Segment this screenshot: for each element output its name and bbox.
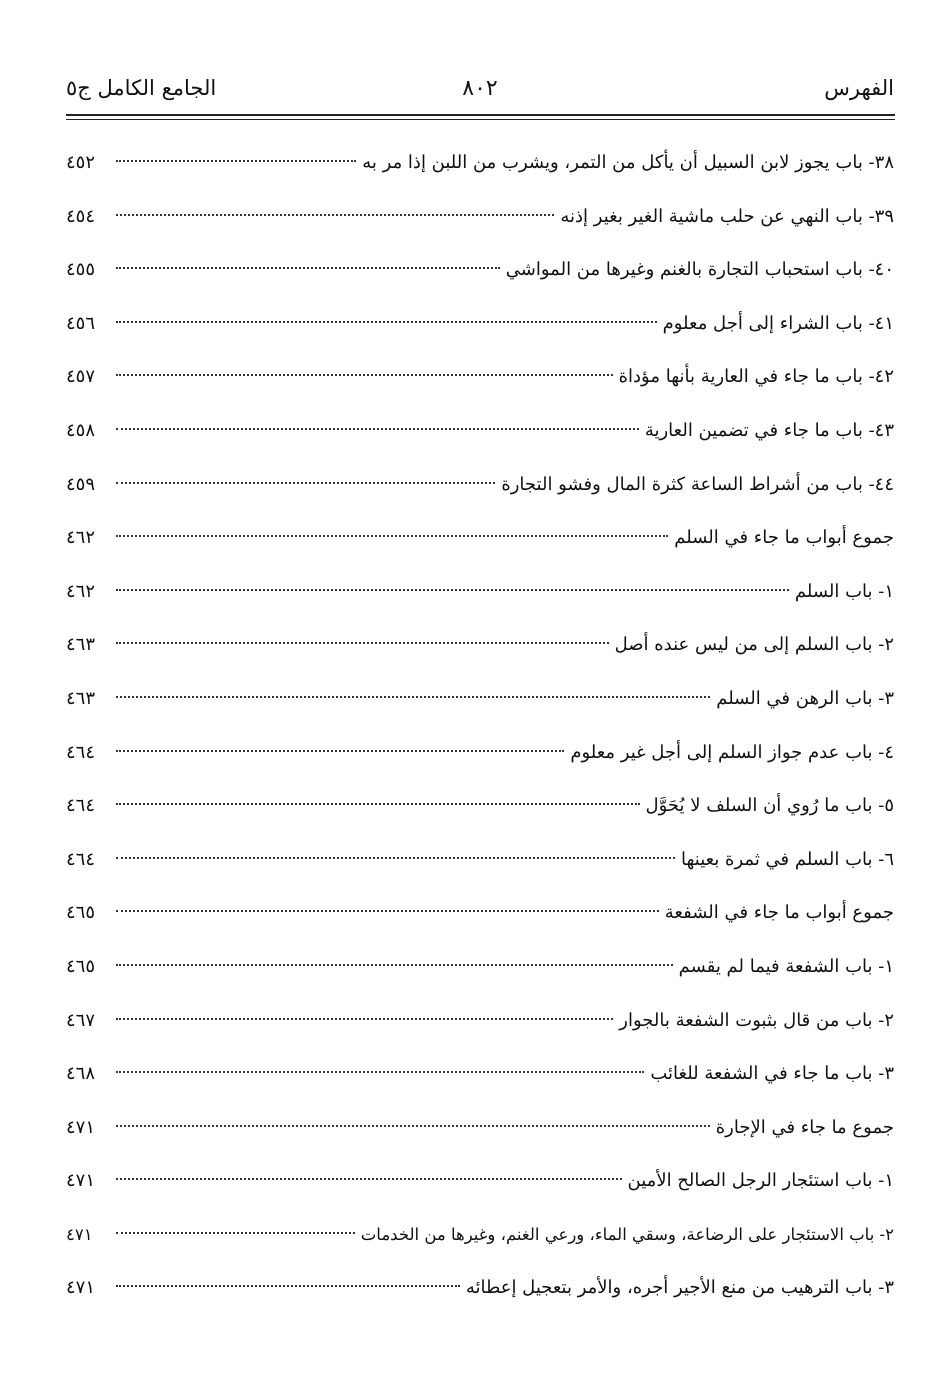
- entry-page-number: ٤٥٦: [66, 312, 96, 334]
- entry-page-number: ٤٦٢: [66, 580, 96, 602]
- entry-title: ١- باب السلم: [794, 580, 894, 602]
- book-title: الجامع الكامل ج٥: [66, 76, 217, 100]
- entry-title: ١- باب الشفعة فيما لم يقسم: [678, 955, 894, 977]
- toc-entry: [66, 404, 894, 458]
- entry-title: ٦- باب السلم في ثمرة بعينها: [680, 848, 894, 870]
- dot-leader: [116, 695, 710, 698]
- toc-entry: [66, 779, 894, 833]
- entry-page-number: ٤٥٩: [66, 473, 96, 495]
- entry-title: ٤١- باب الشراء إلى أجل معلوم: [662, 312, 894, 334]
- entry-title: ٣- باب الرهن في السلم: [716, 687, 894, 709]
- entry-page-number: ٤٦٥: [66, 955, 96, 977]
- toc-entry: [66, 350, 894, 404]
- toc-entry: [66, 458, 894, 512]
- entry-title: ٤٤- باب من أشراط الساعة كثرة المال وفشو التجارة: [501, 473, 894, 495]
- entry-title: جموع أبواب ما جاء في الشفعة: [664, 902, 894, 924]
- dot-leader: [116, 213, 554, 216]
- entry-page-number: ٤٧١: [66, 1224, 93, 1244]
- entry-title: ٤٢- باب ما جاء في العارية بأنها مؤداة: [618, 366, 894, 388]
- header-rule-thin: [66, 119, 895, 120]
- entry-title: ٢- باب الاستئجار على الرضاعة، وسقي الماء، ورعي الغنم، وغيرها من الخدمات: [360, 1224, 894, 1244]
- entry-page-number: ٤٦٣: [66, 634, 96, 656]
- entry-page-number: ٤٧١: [66, 1277, 96, 1299]
- dot-leader: [116, 802, 640, 805]
- dot-leader: [116, 1017, 613, 1020]
- entry-page-number: ٤٦٤: [66, 741, 96, 763]
- dot-leader: [116, 427, 639, 430]
- dot-leader: [116, 749, 564, 752]
- toc-entry: [66, 190, 894, 244]
- toc-entry: [66, 886, 894, 940]
- entry-title: ٤٠- باب استحباب التجارة بالغنم وغيرها من المواشي: [505, 259, 894, 281]
- header-rule-thick: [66, 114, 895, 116]
- toc-entry: [66, 136, 894, 190]
- entry-title: جموع أبواب ما جاء في السلم: [674, 527, 894, 549]
- toc-entry: [66, 297, 894, 351]
- dot-leader: [116, 1231, 355, 1234]
- table-of-contents: [66, 136, 894, 1315]
- toc-entry: [66, 726, 894, 780]
- dot-leader: [116, 909, 659, 912]
- entry-title: جموع ما جاء في الإجارة: [715, 1116, 894, 1138]
- toc-entry: [66, 672, 894, 726]
- dot-leader: [116, 1284, 460, 1287]
- entry-page-number: ٤٧١: [66, 1170, 96, 1192]
- toc-entry: [66, 1047, 894, 1101]
- page-number: ٨٠٢: [462, 75, 498, 101]
- entry-title: ٢- باب من قال بثبوت الشفعة بالجوار: [619, 1009, 894, 1031]
- entry-page-number: ٤٦٥: [66, 902, 96, 924]
- toc-entry: [66, 511, 894, 565]
- toc-entry: [66, 565, 894, 619]
- dot-leader: [116, 641, 609, 644]
- dot-leader: [116, 1177, 622, 1180]
- entry-title: ٣٨- باب يجوز لابن السبيل أن يأكل من التمر، ويشرب من اللبن إذا مر به: [362, 152, 894, 173]
- dot-leader: [116, 588, 789, 591]
- dot-leader: [116, 481, 495, 484]
- entry-title: ٤٣- باب ما جاء في تضمين العارية: [644, 419, 894, 441]
- entry-page-number: ٤٥٤: [66, 205, 96, 227]
- section-title: الفهرس: [824, 76, 894, 100]
- toc-entry: [66, 243, 894, 297]
- dot-leader: [116, 159, 356, 162]
- toc-entry: [66, 994, 894, 1048]
- entry-title: ٣٩- باب النهي عن حلب ماشية الغير بغير إذنه: [560, 205, 894, 227]
- toc-entry: [66, 940, 894, 994]
- entry-page-number: ٤٥٢: [66, 152, 96, 173]
- page-header: [66, 68, 894, 108]
- dot-leader: [116, 1070, 644, 1073]
- dot-leader: [116, 320, 657, 323]
- entry-page-number: ٤٧١: [66, 1116, 96, 1138]
- entry-page-number: ٤٦٤: [66, 848, 96, 870]
- toc-entry: [66, 1261, 894, 1315]
- toc-entry: [66, 1154, 894, 1208]
- entry-title: ٤- باب عدم جواز السلم إلى أجل غير معلوم: [570, 741, 894, 763]
- entry-title: ٣- باب ما جاء في الشفعة للغائب: [650, 1063, 894, 1085]
- entry-page-number: ٤٥٨: [66, 419, 96, 441]
- dot-leader: [116, 856, 675, 859]
- dot-leader: [116, 373, 613, 376]
- entry-title: ٢- باب السلم إلى من ليس عنده أصل: [614, 634, 894, 656]
- dot-leader: [116, 1124, 710, 1127]
- toc-entry: [66, 618, 894, 672]
- entry-page-number: ٤٦٢: [66, 527, 96, 549]
- entry-page-number: ٤٦٤: [66, 795, 96, 817]
- entry-page-number: ٤٦٧: [66, 1009, 96, 1031]
- dot-leader: [116, 963, 673, 966]
- entry-title: ٥- باب ما رُوي أن السلف لا يُحَوَّل: [645, 795, 894, 817]
- dot-leader: [116, 534, 668, 537]
- entry-title: ١- باب استئجار الرجل الصالح الأمين: [627, 1170, 894, 1192]
- entry-page-number: ٤٦٨: [66, 1063, 96, 1085]
- entry-title: ٣- باب الترهيب من منع الأجير أجره، والأمر بتعجيل إعطائه: [465, 1277, 894, 1299]
- toc-entry: [66, 1101, 894, 1155]
- toc-entry: [66, 833, 894, 887]
- entry-page-number: ٤٦٣: [66, 687, 96, 709]
- entry-page-number: ٤٥٧: [66, 366, 96, 388]
- dot-leader: [116, 266, 500, 269]
- toc-entry: [66, 1208, 894, 1262]
- entry-page-number: ٤٥٥: [66, 259, 96, 281]
